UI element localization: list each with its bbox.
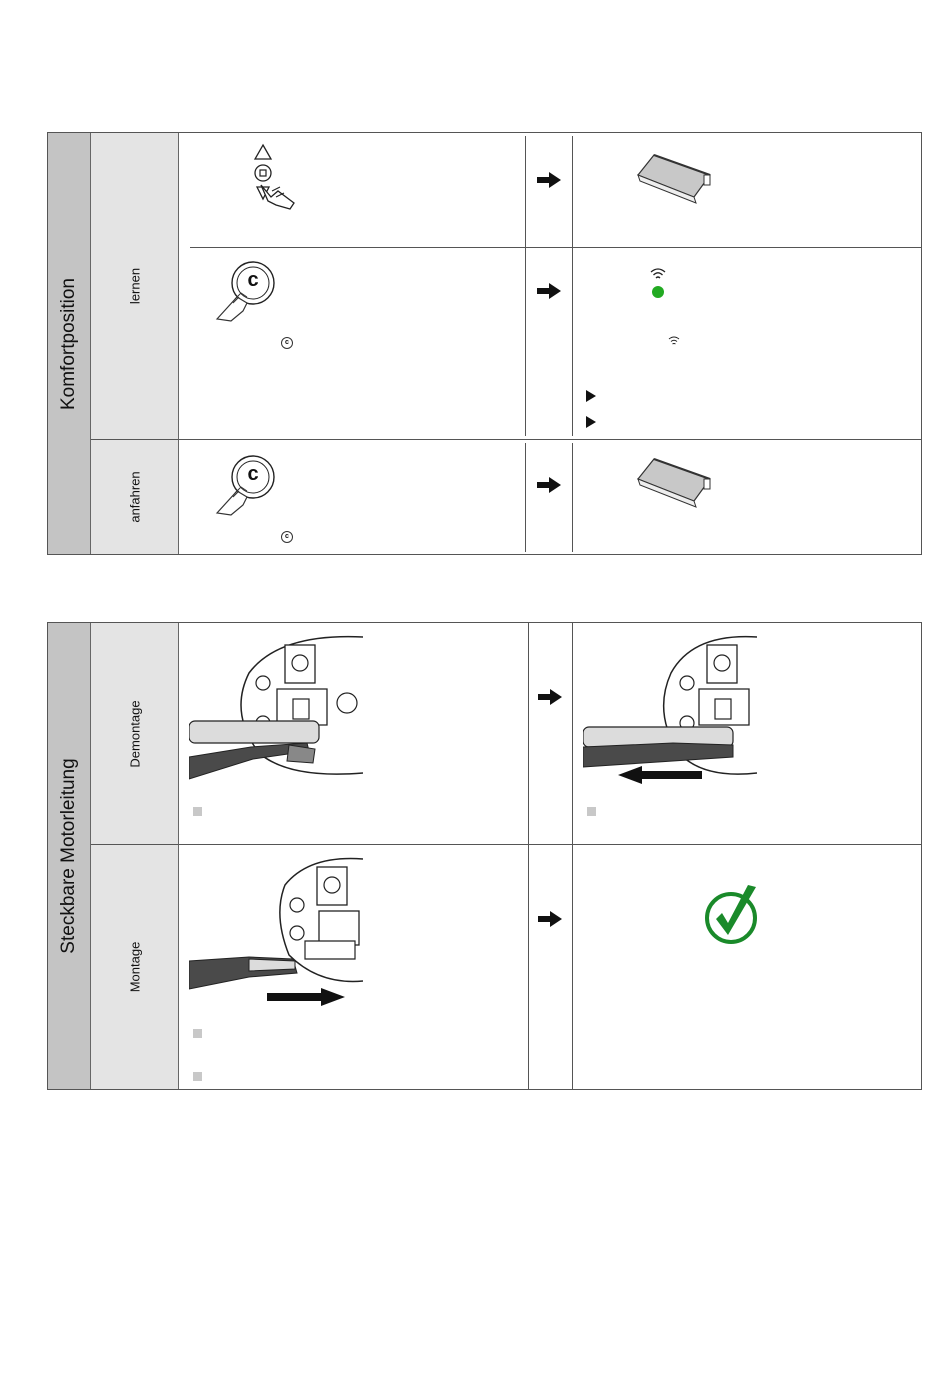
push-arrow-icon — [267, 988, 345, 1006]
awning-icon — [634, 451, 718, 511]
column-divider — [572, 623, 573, 1089]
section-title-text: Steckbare Motorleitung — [58, 758, 79, 954]
section-title-komfortposition — [48, 133, 91, 554]
motor-head-screwdriver-icon — [189, 633, 363, 783]
motor-head-screwdriver-icon — [583, 633, 757, 783]
row-divider — [190, 247, 922, 248]
column-divider — [572, 443, 573, 552]
gray-square-bullet-icon — [193, 1072, 202, 1081]
row-divider — [179, 439, 922, 440]
section-title-motorleitung — [48, 623, 91, 1089]
row-label-anfahren — [91, 439, 179, 554]
row-divider — [179, 844, 922, 845]
komfortposition-table — [47, 132, 922, 555]
row-label-text: lernen — [127, 267, 142, 305]
column-divider — [528, 623, 529, 1089]
c-button-label: c — [247, 463, 259, 485]
column-divider — [572, 136, 573, 436]
section-title-text: Komfortposition — [58, 277, 79, 410]
gray-square-bullet-icon — [193, 807, 202, 816]
c-small-icon: c — [281, 337, 293, 349]
c-button-label: c — [247, 269, 259, 291]
row-label-lernen — [91, 133, 179, 439]
arrow-right-icon — [538, 689, 562, 705]
radio-signal-icon — [668, 336, 680, 346]
triangle-bullet-icon — [586, 390, 596, 402]
row-label-text: Montage — [127, 941, 142, 993]
motorleitung-table — [47, 622, 922, 1090]
awning-icon — [634, 147, 718, 207]
column-divider — [525, 136, 526, 436]
triangle-bullet-icon — [586, 416, 596, 428]
row-label-text: Demontage — [127, 699, 142, 768]
arrow-right-icon — [537, 172, 561, 188]
pull-arrow-icon — [618, 766, 702, 784]
remote-up-stop-down-icon — [244, 141, 304, 213]
gray-square-bullet-icon — [193, 1029, 202, 1038]
arrow-right-icon — [538, 911, 562, 927]
row-label-montage — [91, 844, 179, 1089]
arrow-right-icon — [537, 477, 561, 493]
green-led-icon — [652, 286, 664, 298]
row-label-demontage — [91, 623, 179, 844]
radio-signal-icon — [649, 267, 667, 281]
arrow-right-icon — [537, 283, 561, 299]
gray-square-bullet-icon — [587, 807, 596, 816]
row-label-text: anfahren — [127, 471, 142, 523]
column-divider — [525, 443, 526, 552]
c-small-icon: c — [281, 531, 293, 543]
checkmark-icon — [704, 883, 762, 945]
